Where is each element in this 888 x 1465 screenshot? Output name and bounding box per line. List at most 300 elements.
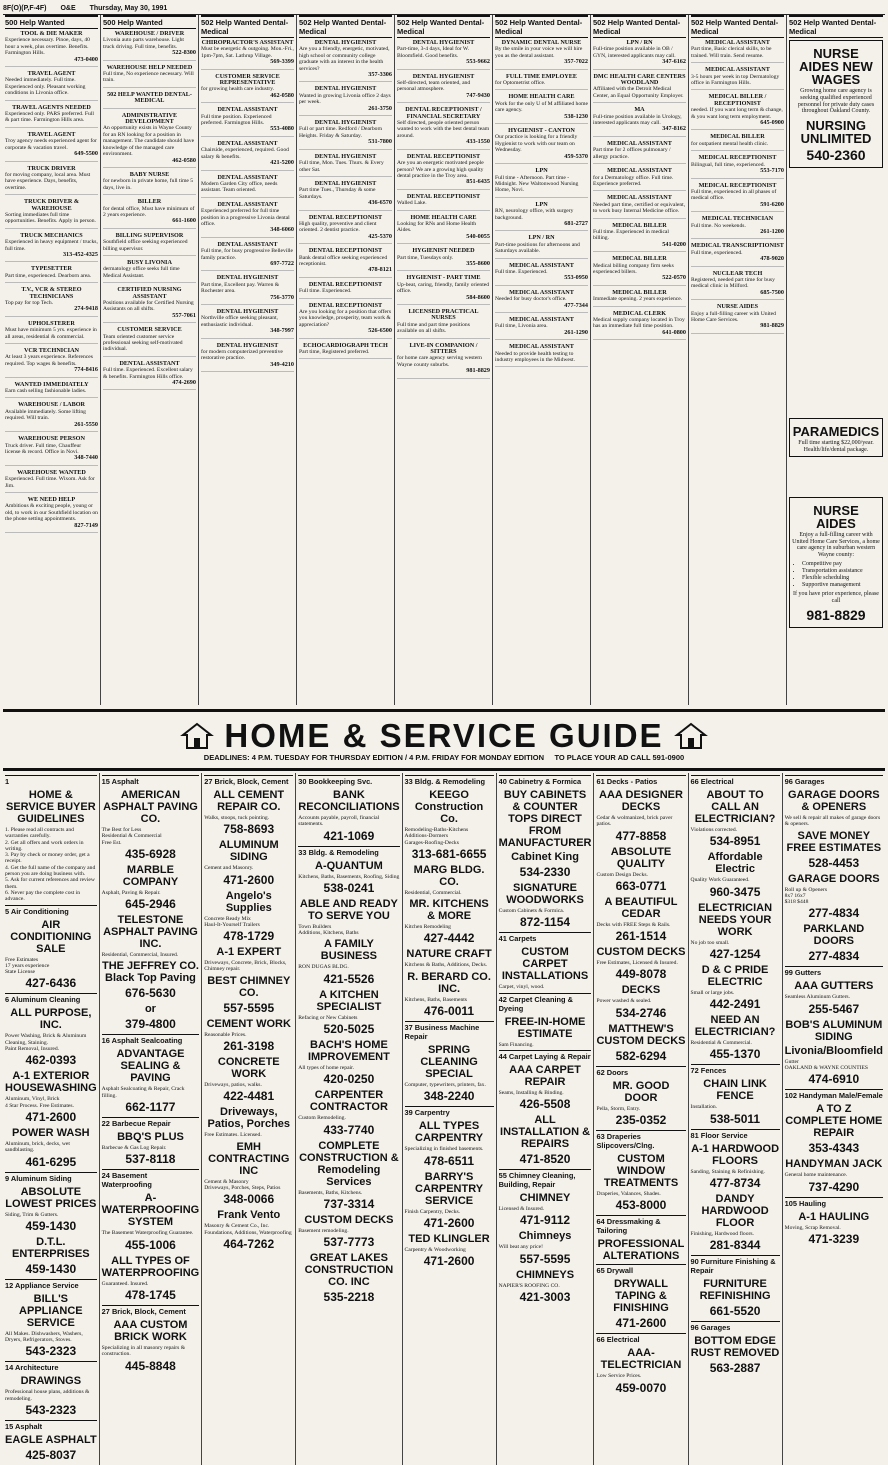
ad-title: WE NEED HELP [27, 495, 76, 503]
ad-title: DENTAL HYGIENIST [216, 308, 279, 315]
business-phone: 421-1069 [323, 828, 375, 843]
listing-line: Residential, Commercial, Insured. [101, 952, 179, 959]
ad-text: for newborn in private home, full time 5 days, live in. [103, 178, 194, 191]
service-category: 42 Carpet Cleaning & Dyeing [499, 993, 592, 1014]
listing-line: Cement & Masonry [204, 1178, 249, 1185]
business-name: D.T.L. ENTERPRISES [12, 1235, 90, 1260]
ad-title: TRUCK DRIVER & WAREHOUSE [23, 198, 79, 212]
ad-text: for growing health care industry. [201, 86, 275, 93]
listing-line: Basement remodeling. [298, 1227, 349, 1234]
classified-ad [299, 86, 392, 116]
listing-line: Low Service Prices. [596, 1373, 642, 1380]
ad-text: Modern Garden City office, needs assistant. Team oriented. [201, 180, 278, 194]
business-phone: 676-5630 [125, 986, 176, 1001]
ad-phone: 347-8162 [662, 125, 686, 133]
classified-ad [103, 92, 196, 109]
classified-ad [5, 348, 98, 378]
listing-line: State License [5, 969, 35, 976]
business-name: ALL TYPES CARPENTRY [415, 1120, 484, 1145]
listing-line: Cedar & wolmanized, brick paver patios. [596, 815, 673, 828]
business-name: A-1 HARDWOOD FLOORS [691, 1142, 780, 1167]
ad-text: Available immediately. Some lifting required. Will train. [5, 408, 86, 422]
top-column-4 [297, 15, 395, 705]
business-phone: 425-8037 [25, 1448, 77, 1463]
banner-title-row [182, 716, 705, 754]
classified-ad [691, 67, 784, 90]
business-phone: 471-2600 [615, 1316, 667, 1331]
listing-line: Specializing in all masonry repairs & construction. [101, 1344, 186, 1358]
listing-line: Cement and Masonry. [204, 865, 254, 872]
business-phone: 477-8734 [709, 1176, 761, 1191]
ad-title: MEDICAL BILLER [612, 288, 667, 296]
classified-ad [691, 183, 784, 213]
ad-text: Full time - Afternoon. Part time - Midnight. New Waltonwood Nursing Home, Novi. [495, 174, 579, 194]
listing-line: OAKLAND & WAYNE COUNTIES [784, 1065, 869, 1072]
business-phone: 645-2946 [125, 897, 176, 912]
business-phone: 534-2746 [615, 1005, 667, 1020]
business-phone: 662-1177 [125, 1100, 176, 1115]
business-name: Livonia/Bloomfield [784, 1044, 883, 1057]
page-folio [3, 2, 885, 14]
listing-line: 3. Pay by check or money order, get a receipt. [5, 852, 90, 865]
business-phone: 421-3003 [519, 1290, 571, 1305]
ad-text: Full time and part time positions available on all shifts. [397, 321, 470, 335]
classified-ad [593, 141, 686, 164]
ad-text: Up-beat, caring, friendly, family oriented office. [397, 281, 490, 295]
business-name: DRAWINGS [20, 1375, 82, 1388]
listing-line: We sell & repair all makes of garage doors & openers. [784, 815, 881, 828]
ad-text: Medical supply company located in Troy has an immediate full time position. [593, 317, 685, 330]
service-category: 39 Carpentry [405, 1106, 494, 1118]
classified-ad [691, 304, 784, 334]
classified-ad [593, 290, 686, 307]
service-column-4 [296, 773, 402, 1465]
ad-text: Are you looking for a position that offers you knowledge, prosperity, team work & appreciation? [299, 309, 392, 328]
business-name: ALL CEMENT REPAIR CO. [213, 789, 285, 813]
ad-text: Full time, Mon. Tues. Thurs. & Every other Sat. [299, 160, 384, 173]
ad-title: DENTAL ASSISTANT [217, 240, 278, 248]
classified-ad [299, 181, 392, 211]
business-name: AAA-TELECTRICIAN [600, 1347, 682, 1372]
ad-title: MEDICAL ASSISTANT [705, 66, 770, 74]
ad-phone: 425-5370 [368, 232, 392, 240]
business-name: BOB'S ALUMINUM SIDING [785, 1018, 883, 1043]
ad-phone: 553-7170 [760, 167, 784, 175]
listing-line: Aluminum, Vinyl, Brick [5, 1096, 60, 1103]
ad-title: DENTAL HYGIENIST [216, 341, 279, 349]
folio-page: 8F(O)(P,F-4F) [3, 4, 47, 12]
listing-line: Moving, Scrap Removal. [784, 1224, 841, 1231]
ad-title: BILLING SUPERVISOR [115, 231, 184, 239]
service-category: 9 Aluminum Siding [5, 1172, 97, 1184]
listing-line: 4 Star Process. Free Estimates. [5, 1102, 74, 1109]
ad-text: Experience necessary. Pinoe, days, 40 hour a week, plus overtime. Benefits. Farmington Hills. [5, 37, 90, 57]
listing-line: Free Estimates. Licensed. [204, 1132, 262, 1139]
ad-phone: 355-8600 [466, 259, 490, 267]
ad-text: Must be energetic & outgoing. Mon.-Fri., 1pm-7pm, Sat. Lathrup Village. [201, 46, 294, 59]
column-heading: 502 Help Wanted Dental-Medical [691, 15, 784, 38]
classified-ad [397, 248, 490, 271]
ad-phone: 478-8121 [368, 266, 392, 274]
service-category: 105 Hauling [785, 1197, 883, 1209]
classified-ad [5, 287, 98, 317]
listing-line: Residential & Commercial [101, 833, 162, 840]
business-name: CUSTOM DECKS [304, 1213, 394, 1226]
business-name: GARAGE DOORS [787, 872, 880, 885]
listing-line: Finish Carpentry, Decks. [404, 1208, 461, 1215]
column-heading: 502 Help Wanted Dental-Medical [299, 15, 392, 38]
service-column-5 [403, 773, 497, 1465]
ad-title: TOOL & DIE MAKER [20, 30, 83, 37]
classified-ad [5, 497, 98, 533]
business-name: CHIMNEY [519, 1192, 571, 1205]
ad-text: An opportunity exists in Wayne County for an RN looking for a position in management. The candidate should have knowledge of the managed care environment. [103, 125, 195, 158]
ad-phone: 348-6060 [270, 226, 294, 234]
business-name: CONCRETE WORK [217, 1056, 280, 1081]
business-name: GARAGE DOORS & OPENERS [787, 789, 880, 813]
ad-text: Bank dental office seeking experienced receptionist. [299, 254, 388, 267]
business-name: TED KLINGLER [408, 1232, 490, 1245]
service-category: 30 Bookkeeping Svc. [298, 775, 399, 787]
ad-title: TRUCK MECHANICS [20, 231, 83, 239]
house-icon [676, 723, 706, 749]
ad-title: 502 HELP WANTED DENTAL-MEDICAL [107, 90, 192, 105]
ad-phone: 261-1290 [564, 328, 588, 336]
classified-ad [593, 195, 686, 218]
listing-line: Additions, Kitchens, Baths [298, 930, 359, 937]
business-phone: 261-1514 [615, 929, 667, 944]
benefit-item: • Competitive pay [802, 561, 880, 568]
service-category: 15 Asphalt [5, 1420, 97, 1432]
listing-line: Kitchen Remodeling [404, 924, 451, 931]
service-category: 61 Decks - Patios [596, 775, 685, 787]
listing-line: Accounts payable, payroll, financial statements. [298, 815, 380, 828]
business-name: HANDYMAN JACK [785, 1158, 883, 1171]
business-phone: 476-0011 [424, 1004, 475, 1019]
classified-ad [691, 155, 784, 178]
ad-text: Full-time position available in Urology, interested applicants may call. [593, 113, 682, 127]
classified-ad [495, 344, 588, 367]
listing-line: Additions-Dormers [404, 833, 449, 840]
ad-phone: 531-7800 [368, 138, 392, 146]
ad-title: NUCLEAR TECH [712, 269, 763, 277]
classified-ad [103, 199, 196, 229]
listing-line: Finishing, Hardwood floors. [690, 1231, 754, 1238]
business-phone: 348-0066 [223, 1192, 275, 1207]
business-phone: 464-7262 [223, 1236, 275, 1251]
service-category: 27 Brick, Block, Cement [204, 775, 293, 787]
ad-text: Full time. Experienced. Excellent salary & benefits. Farmington Hills office. [103, 367, 193, 380]
ad-title: FULL TIME EMPLOYEE [505, 72, 578, 80]
benefit-item: • Flexible scheduling [802, 575, 880, 582]
ad-title: MEDICAL ASSISTANT [607, 167, 672, 175]
listing-line: Kitchens, Baths, Basements [404, 996, 467, 1003]
business-phone: 313-681-6655 [411, 846, 487, 861]
business-name: ELECTRICIAN NEEDS YOUR WORK [698, 901, 773, 938]
classified-ad [103, 113, 196, 168]
listing-line: Driveways, Porches, Steps, Patios [204, 1184, 281, 1191]
classified-ad [593, 223, 686, 253]
ad-title: CUSTOMER SERVICE REPRESENTATIVE [215, 72, 280, 87]
ad-phone: 553-9662 [466, 58, 490, 66]
ad-text: Full time, No experience necessary. Will train. [103, 71, 194, 84]
ad-title: DENTAL HYGIENIST [314, 85, 377, 93]
ad-phone: 522-8300 [172, 49, 196, 57]
business-name: BANK RECONCILIATIONS [298, 789, 400, 813]
classified-ad [5, 199, 98, 229]
service-category: 14 Architecture [5, 1361, 97, 1373]
ad-title: DENTAL RECEPTIONIST [308, 301, 383, 309]
ad-text: Needed for busy doctor's office. [495, 296, 567, 303]
ad-title: BILLER [137, 198, 162, 206]
classified-ad [299, 215, 392, 245]
ad-phone: 827-7149 [74, 521, 98, 529]
ad-title: TRAVEL AGENT [27, 70, 76, 78]
business-phone: 471-8520 [519, 1152, 571, 1167]
classified-ad [103, 31, 196, 61]
ad-title: CERTIFIED NURSING ASSISTANT [117, 286, 182, 300]
business-phone: 663-0771 [615, 878, 667, 893]
business-phone: 353-4343 [808, 1141, 860, 1156]
ad-phone: 981-8829 [760, 322, 784, 330]
business-phone: 478-6511 [424, 1153, 475, 1168]
listing-line: 6. Never pay the complete cost in advance. [5, 889, 81, 903]
nursing-unlimited-title: NURSING UNLIMITED [800, 118, 872, 147]
ad-phone: 774-8416 [74, 366, 98, 374]
business-name: AAA CUSTOM BRICK WORK [113, 1318, 188, 1343]
ad-text: 3-5 hours per week in top Dermatology office in Farmington Hills. [691, 73, 780, 87]
ad-phone: 433-1550 [466, 138, 490, 146]
service-category: 12 Appliance Service [5, 1279, 97, 1291]
ad-text: Immediate opening. 2 years experience. [593, 296, 683, 303]
service-category: 65 Drywall [596, 1264, 685, 1276]
nurse-aides-2-text: Enjoy a full-filling career with United Home Care Services, a home care agency in suburban western Wayne county: [792, 531, 880, 559]
listing-line: $318 $448 [784, 899, 809, 906]
business-name: BEST CHIMNEY CO. [207, 974, 291, 999]
ad-text: Must have minimum 5 yrs. experience in all areas, residential & commercial. [5, 327, 97, 340]
classified-ad [103, 260, 196, 283]
benefits-note: If you have prior experience, please call [793, 590, 879, 604]
ad-phone: 661-1600 [172, 217, 196, 225]
business-name: Angelo's Supplies [225, 889, 272, 914]
ad-text: Full time position. Experienced preferred. Farmington Hills. [201, 113, 272, 127]
ad-title: CHIROPRACTOR'S ASSISTANT [201, 39, 294, 46]
business-phone: 478-1729 [223, 929, 275, 944]
business-name: MATTHEW'S CUSTOM DECKS [596, 1022, 686, 1047]
business-phone: 235-0352 [615, 1113, 667, 1128]
benefit-item: • Supportive management [802, 582, 880, 589]
ad-text: Part time Tues., Thursday & some Saturdays. [299, 187, 376, 200]
ad-phone: 462-0580 [270, 91, 294, 99]
listing-line: Pella, Storm, Entry. [596, 1105, 641, 1112]
service-category: 15 Asphalt [102, 775, 200, 787]
business-name: NATURE CRAFT [406, 948, 492, 961]
business-phone: 471-2600 [25, 1109, 77, 1124]
ad-title: TRAVEL AGENTS NEEDED [12, 103, 91, 111]
ad-text: for outpatient mental health clinic. [691, 140, 769, 147]
ad-phone: 349-4210 [270, 360, 294, 368]
service-category: 96 Garages [785, 775, 883, 787]
ad-phone: 477-7344 [564, 301, 588, 309]
business-phone: 534-2330 [519, 865, 571, 879]
business-phone: 461-6295 [25, 1154, 77, 1169]
business-name: ALL TYPES OF WATERPROOFING [101, 1254, 200, 1279]
classified-ad [299, 282, 392, 299]
ad-text: dermatology office seeks full time Medical Assistant. [103, 266, 180, 279]
classified-ad [201, 202, 294, 238]
ad-title: TRUCK DRIVER [27, 164, 76, 172]
business-phone: 459-0070 [615, 1380, 667, 1395]
business-name: A BEAUTIFUL CEDAR [604, 895, 678, 920]
ad-phone: 553-4080 [270, 125, 294, 133]
listing-line: Town Builders [298, 923, 332, 930]
ad-title: DENTAL HYGIENIST [314, 39, 377, 46]
listing-line: Gutter [784, 1058, 799, 1065]
classified-ad [593, 311, 686, 341]
service-category: 72 Fences [691, 1064, 780, 1076]
listing-line: Residential, Commercial. [404, 889, 462, 896]
business-phone: 455-1370 [709, 1047, 761, 1062]
listing-line: Carpentry & Woodworking [404, 1246, 466, 1253]
business-name: BACH'S HOME IMPROVEMENT [307, 1039, 390, 1064]
ad-text: Full time. Experienced in medical billing. [593, 228, 669, 242]
business-phone: 471-2600 [423, 1254, 475, 1269]
ad-title: LPN [535, 200, 548, 208]
business-name: or [144, 1003, 156, 1016]
listing-line: 5. Ask for current references and review them. [5, 877, 95, 890]
listing-line: 8x7 16x7 [784, 892, 806, 899]
business-name: AAA DESIGNER DECKS [599, 789, 683, 813]
classified-ad [103, 65, 196, 88]
business-phone: 421-5526 [323, 971, 375, 986]
ad-title: DENTAL HYGIENIST [216, 274, 279, 282]
listing-line: Custom Remodeling. [298, 1115, 346, 1122]
service-category: 33 Bldg. & Remodeling [405, 775, 494, 787]
classified-ad [495, 290, 588, 313]
ad-text: Experienced in heavy equipment / trucks, full time. [5, 239, 98, 252]
ad-title: DENTAL RECEPTIONIST [406, 152, 481, 160]
ad-text: Registered, needed part time for busy medical clinic in Milford. [691, 276, 775, 290]
banner-title: HOME & SERVICE GUIDE [224, 716, 664, 754]
classified-ad [5, 266, 98, 283]
classified-ad [5, 233, 98, 263]
business-phone: 661-5520 [709, 1304, 761, 1319]
benefits-list [802, 561, 880, 589]
paramedics-ad [789, 418, 883, 457]
business-phone: 563-2887 [709, 1361, 761, 1376]
business-name: FURNITURE REFINISHING [699, 1278, 771, 1303]
listing-line: Sanding, Staining & Refinishing. [690, 1168, 765, 1175]
ad-text: Livonia auto parts warehouse. Light truck driving. Full time, benefits. [103, 37, 184, 50]
service-guide-listings [3, 773, 885, 1463]
ad-text: Affiliated with the Detroit Medical Center, an Equal Opportunity Employer. [593, 86, 684, 99]
ad-title: DMC HEALTH CARE CENTERS WOODLAND [593, 72, 686, 87]
classified-ad [691, 40, 784, 63]
listing-line: All Makes. Dishwashers, Washers, Dryers, Refrigerators, Stoves. [5, 1330, 83, 1344]
listing-line: Reasonable Prices. [204, 1031, 247, 1038]
ad-text: Self-directed, team oriented, and personal atmosphere. [397, 80, 471, 93]
classified-ad [397, 107, 490, 149]
business-name: ABSOLUTE LOWEST PRICES [5, 1185, 97, 1210]
ad-text: for a Dermatology office. Full time. Experience preferred. [593, 174, 674, 187]
business-phone: 471-2600 [423, 1215, 475, 1230]
ad-title: TRAVEL AGENT [27, 130, 76, 138]
column-heading: 500 Help Wanted [5, 15, 98, 29]
business-phone: 427-6436 [25, 976, 77, 991]
ad-text: Chairside, experienced, required. Good salary & benefits. [201, 147, 289, 160]
service-category: 66 Electrical [691, 775, 780, 787]
business-phone: 420-0250 [323, 1072, 375, 1087]
classified-ad [299, 154, 392, 177]
service-category: 5 Air Conditioning [5, 905, 97, 917]
ad-title: DENTAL ASSISTANT [217, 106, 278, 114]
ad-text: for Optometrist office. [495, 80, 546, 87]
nurse-aides-2-headline: NURSE AIDES [813, 502, 859, 531]
ad-phone: 685-7500 [760, 288, 784, 296]
ad-phone: 756-3770 [270, 293, 294, 301]
classified-ad [5, 166, 98, 196]
ad-title: MEDICAL TECHNICIAN [701, 215, 774, 223]
classified-ad [5, 436, 98, 466]
business-phone: 379-4800 [125, 1017, 176, 1032]
top-column-1 [3, 15, 101, 705]
ad-phone: 553-0950 [564, 274, 588, 282]
ad-title: MEDICAL ASSISTANT [607, 139, 672, 147]
nurse-aides-headline: NURSE AIDES NEW WAGES [799, 46, 873, 87]
ad-phone: 473-0400 [74, 55, 98, 63]
ad-text: Northville office seeking pleasant, enthusiastic individual. [201, 315, 278, 328]
ad-text: Full time, Livonia area. [495, 323, 548, 330]
nurse-aides-phone: 981-8829 [806, 606, 866, 623]
listing-line: Draperies, Valances, Shades. [596, 1191, 661, 1198]
business-phone: 455-1006 [125, 1237, 176, 1252]
classified-ad [495, 263, 588, 286]
business-name: EMH CONTRACTING INC [208, 1140, 290, 1177]
business-name: BARRY'S CARPENTRY SERVICE [415, 1170, 484, 1207]
listing-line: Professional house plans, additions & remodeling. [5, 1389, 90, 1402]
column-heading: 502 Help Wanted Dental-Medical [789, 15, 883, 38]
listing-line: Siding, Trim & Gutters. [5, 1211, 59, 1218]
listing-line: Barbecue & Gas Log Repair. [101, 1145, 167, 1152]
top-column-5 [395, 15, 493, 705]
ad-phone: 541-0200 [662, 240, 686, 248]
ad-title: LPN [535, 167, 548, 175]
service-column-9 [783, 773, 885, 1465]
classified-ad [201, 74, 294, 104]
listing-line: No job too small. [690, 939, 730, 946]
classified-ad [397, 194, 490, 211]
ad-text: Part time, Excellent pay. Warren & Rochester area. [201, 281, 280, 295]
listing-line: RON DUGAS BLDG. [298, 964, 349, 971]
listing-line: Custom Cabinets & Formica. [498, 908, 565, 914]
listing-line: 2. Get all offers and work orders in writing. [5, 839, 84, 852]
listing-line: Guaranteed. Insured. [101, 1280, 149, 1287]
ad-text: Top pay for top Tech. [5, 300, 54, 306]
top-column-2 [101, 15, 199, 705]
ad-text: At least 3 years experience. References required. Top wages & benefits. [5, 354, 93, 367]
business-name: ALUMINUM SIDING [218, 839, 279, 864]
business-name: POWER WASH [12, 1126, 90, 1139]
ad-text: Experienced. Full time. Wixom. Ask for Jim. [5, 476, 95, 489]
business-name: PROFESSIONAL ALTERATIONS [597, 1238, 685, 1263]
business-phone: 537-8118 [125, 1152, 176, 1167]
ad-text: Truck driver. Full time, Chauffeur license & record. Office in Novi. [5, 442, 82, 455]
classified-ad [5, 382, 98, 399]
ad-phone: 540-0055 [466, 232, 490, 240]
listing-line: Specializing in finished basements. [404, 1146, 484, 1153]
business-phone: 872-1154 [520, 915, 571, 930]
ad-text: RN, neurology office, with surgery background. [495, 208, 574, 221]
